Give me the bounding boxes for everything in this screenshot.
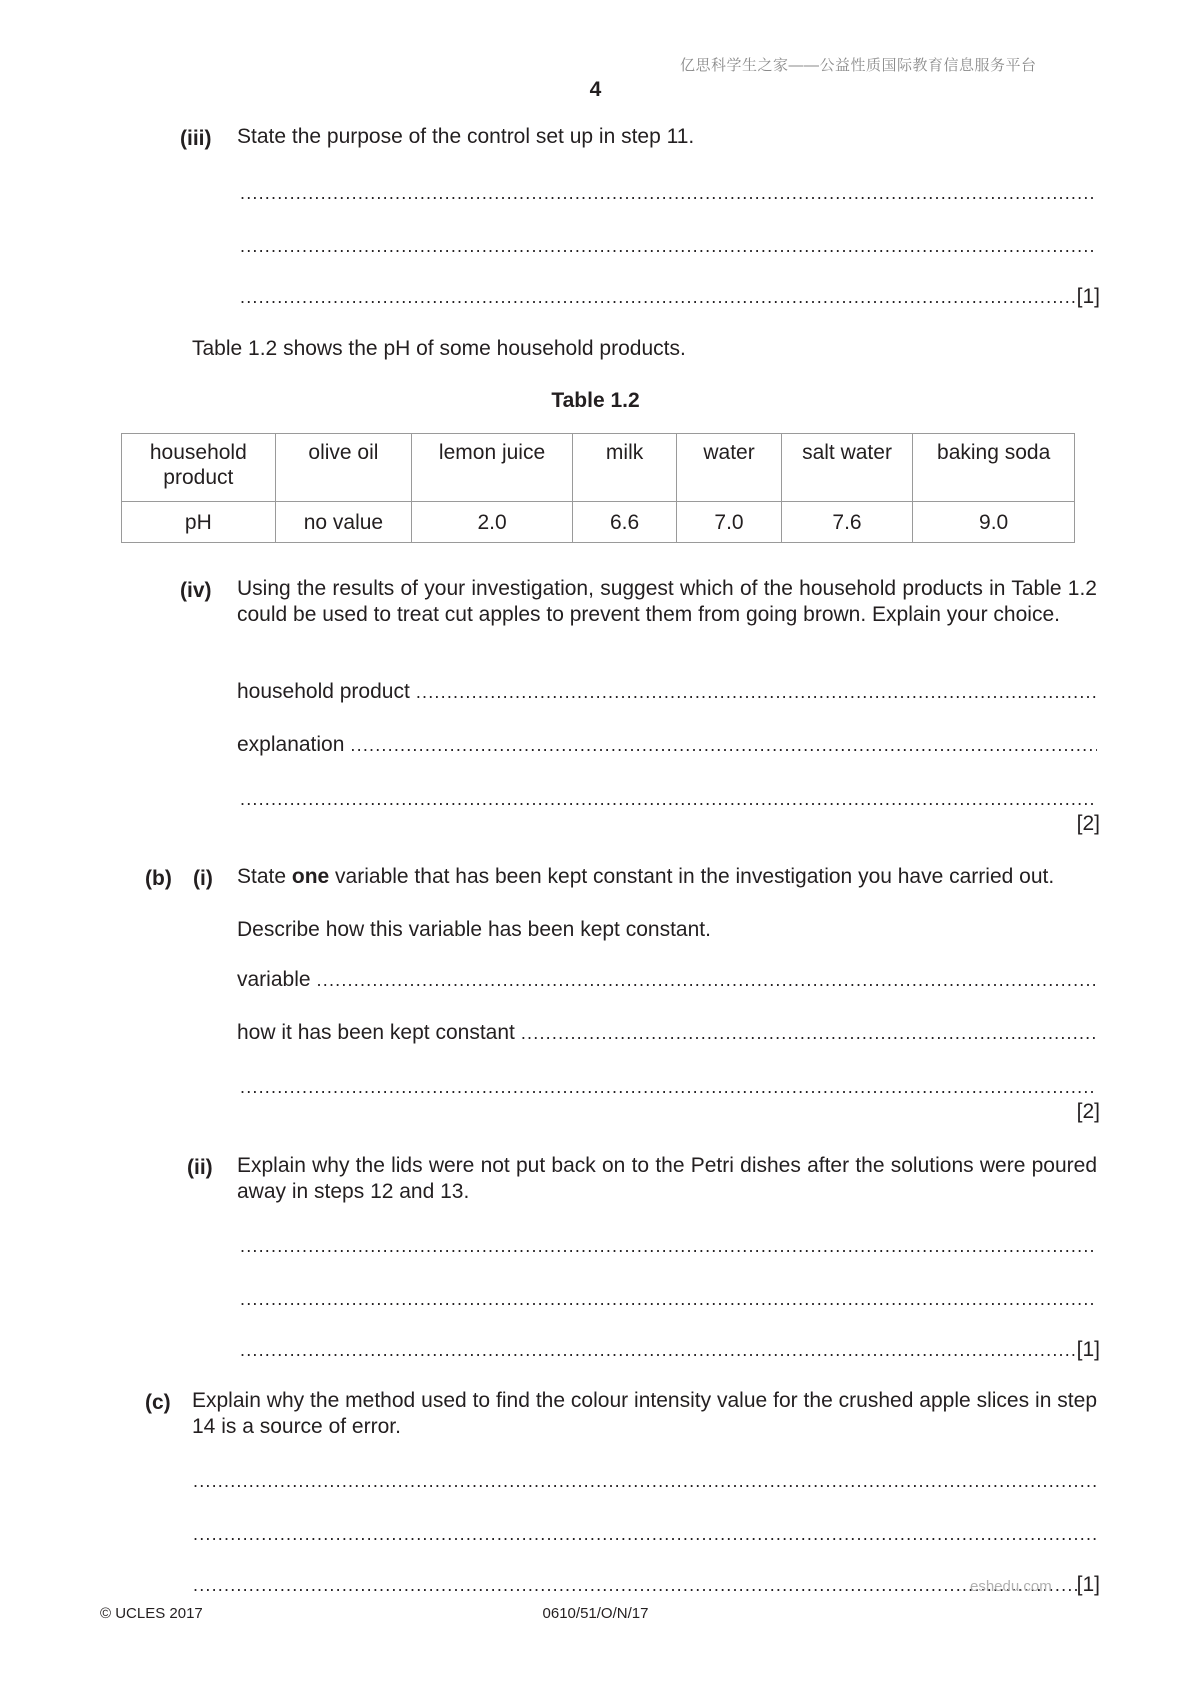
table-cell: 6.6	[572, 502, 676, 543]
answer-line[interactable]	[240, 1340, 1077, 1360]
question-text-iii: State the purpose of the control set up in step 11.	[237, 125, 695, 148]
table-header-cell: olive oil	[275, 434, 412, 502]
site-watermark: eshedu.com	[970, 1578, 1052, 1595]
paper-code: 0610/51/O/N/17	[542, 1605, 649, 1622]
answer-line-with-mark[interactable]	[193, 1573, 1100, 1597]
answer-line[interactable]	[416, 682, 1097, 702]
explanation-field[interactable]	[237, 733, 1097, 757]
answer-line[interactable]	[240, 789, 1096, 809]
part-label-c: (c)	[145, 1391, 171, 1414]
table-intro: Table 1.2 shows the pH of some household products.	[192, 337, 686, 360]
table-header-cell: lemon juice	[412, 434, 573, 502]
answer-line[interactable]	[317, 970, 1097, 990]
answer-line[interactable]	[240, 1077, 1096, 1097]
mark-allocation: [1]	[1076, 285, 1100, 308]
table-header-cell: household product	[122, 434, 276, 502]
answer-line[interactable]	[240, 1289, 1096, 1309]
table-cell: pH	[122, 502, 276, 543]
variable-field[interactable]	[237, 968, 1097, 992]
answer-line[interactable]	[350, 735, 1097, 755]
field-label: variable	[237, 968, 311, 991]
table-row	[122, 502, 1075, 543]
page-number: 4	[589, 78, 602, 101]
question-text-c: Explain why the method used to find the colour intensity value for the crushed apple slices in step 14 is a source of error.	[192, 1389, 1097, 1438]
field-label: explanation	[237, 733, 345, 756]
question-text-b-ii: Explain why the lids were not put back on to the Petri dishes after the solutions were poured away in steps 12 and 13.	[237, 1154, 1097, 1203]
copyright: © UCLES 2017	[100, 1605, 203, 1622]
table-cell: 2.0	[412, 502, 573, 543]
emphasis: one	[291, 865, 330, 888]
answer-line[interactable]	[521, 1023, 1097, 1043]
table-cell: no value	[275, 502, 412, 543]
ph-table	[121, 433, 1075, 543]
answer-line-with-mark[interactable]	[240, 285, 1100, 309]
question-text-iv: Using the results of your investigation, suggest which of the household products in Table 1.2 could be used to treat cut apples to prevent them from going brown. Explain your choice.	[237, 577, 1097, 626]
question-label-iv: (iv)	[180, 579, 212, 602]
answer-line[interactable]	[193, 1575, 1077, 1595]
table-cell: 9.0	[913, 502, 1075, 543]
part-label-b: (b)	[145, 867, 172, 890]
mark-allocation: [2]	[1076, 812, 1100, 835]
mark-allocation: [2]	[1076, 1100, 1100, 1123]
table-header-cell: baking soda	[913, 434, 1075, 502]
mark-allocation: [1]	[1076, 1573, 1100, 1596]
answer-line[interactable]	[240, 183, 1096, 203]
table-header-cell: milk	[572, 434, 676, 502]
answer-line-with-mark[interactable]	[240, 1338, 1100, 1362]
household-product-field[interactable]	[237, 680, 1097, 704]
mark-allocation: [1]	[1076, 1338, 1100, 1361]
answer-line[interactable]	[240, 236, 1096, 256]
table-cell: 7.0	[677, 502, 781, 543]
question-label-iii: (iii)	[180, 127, 212, 150]
question-subtext-b-i: Describe how this variable has been kept constant.	[237, 918, 711, 941]
answer-line[interactable]	[193, 1524, 1096, 1544]
answer-line[interactable]	[240, 1236, 1096, 1256]
text-segment: State	[237, 865, 292, 888]
table-header-cell: water	[677, 434, 781, 502]
table-cell: 7.6	[781, 502, 913, 543]
answer-line[interactable]	[193, 1471, 1096, 1491]
question-label-b-i: (i)	[193, 867, 213, 890]
field-label: household product	[237, 680, 410, 703]
table-caption: Table 1.2	[551, 389, 640, 412]
question-text-b-i	[237, 864, 1117, 890]
table-row	[122, 434, 1075, 502]
field-label: how it has been kept constant	[237, 1021, 515, 1044]
answer-line[interactable]	[240, 287, 1077, 307]
kept-constant-field[interactable]	[237, 1021, 1097, 1045]
watermark: 亿思科学生之家——公益性质国际教育信息服务平台	[680, 57, 1037, 74]
question-label-b-ii: (ii)	[187, 1156, 213, 1179]
text-segment: variable that has been kept constant in the investigation you have carried out.	[329, 865, 1055, 888]
table-header-cell: salt water	[781, 434, 913, 502]
